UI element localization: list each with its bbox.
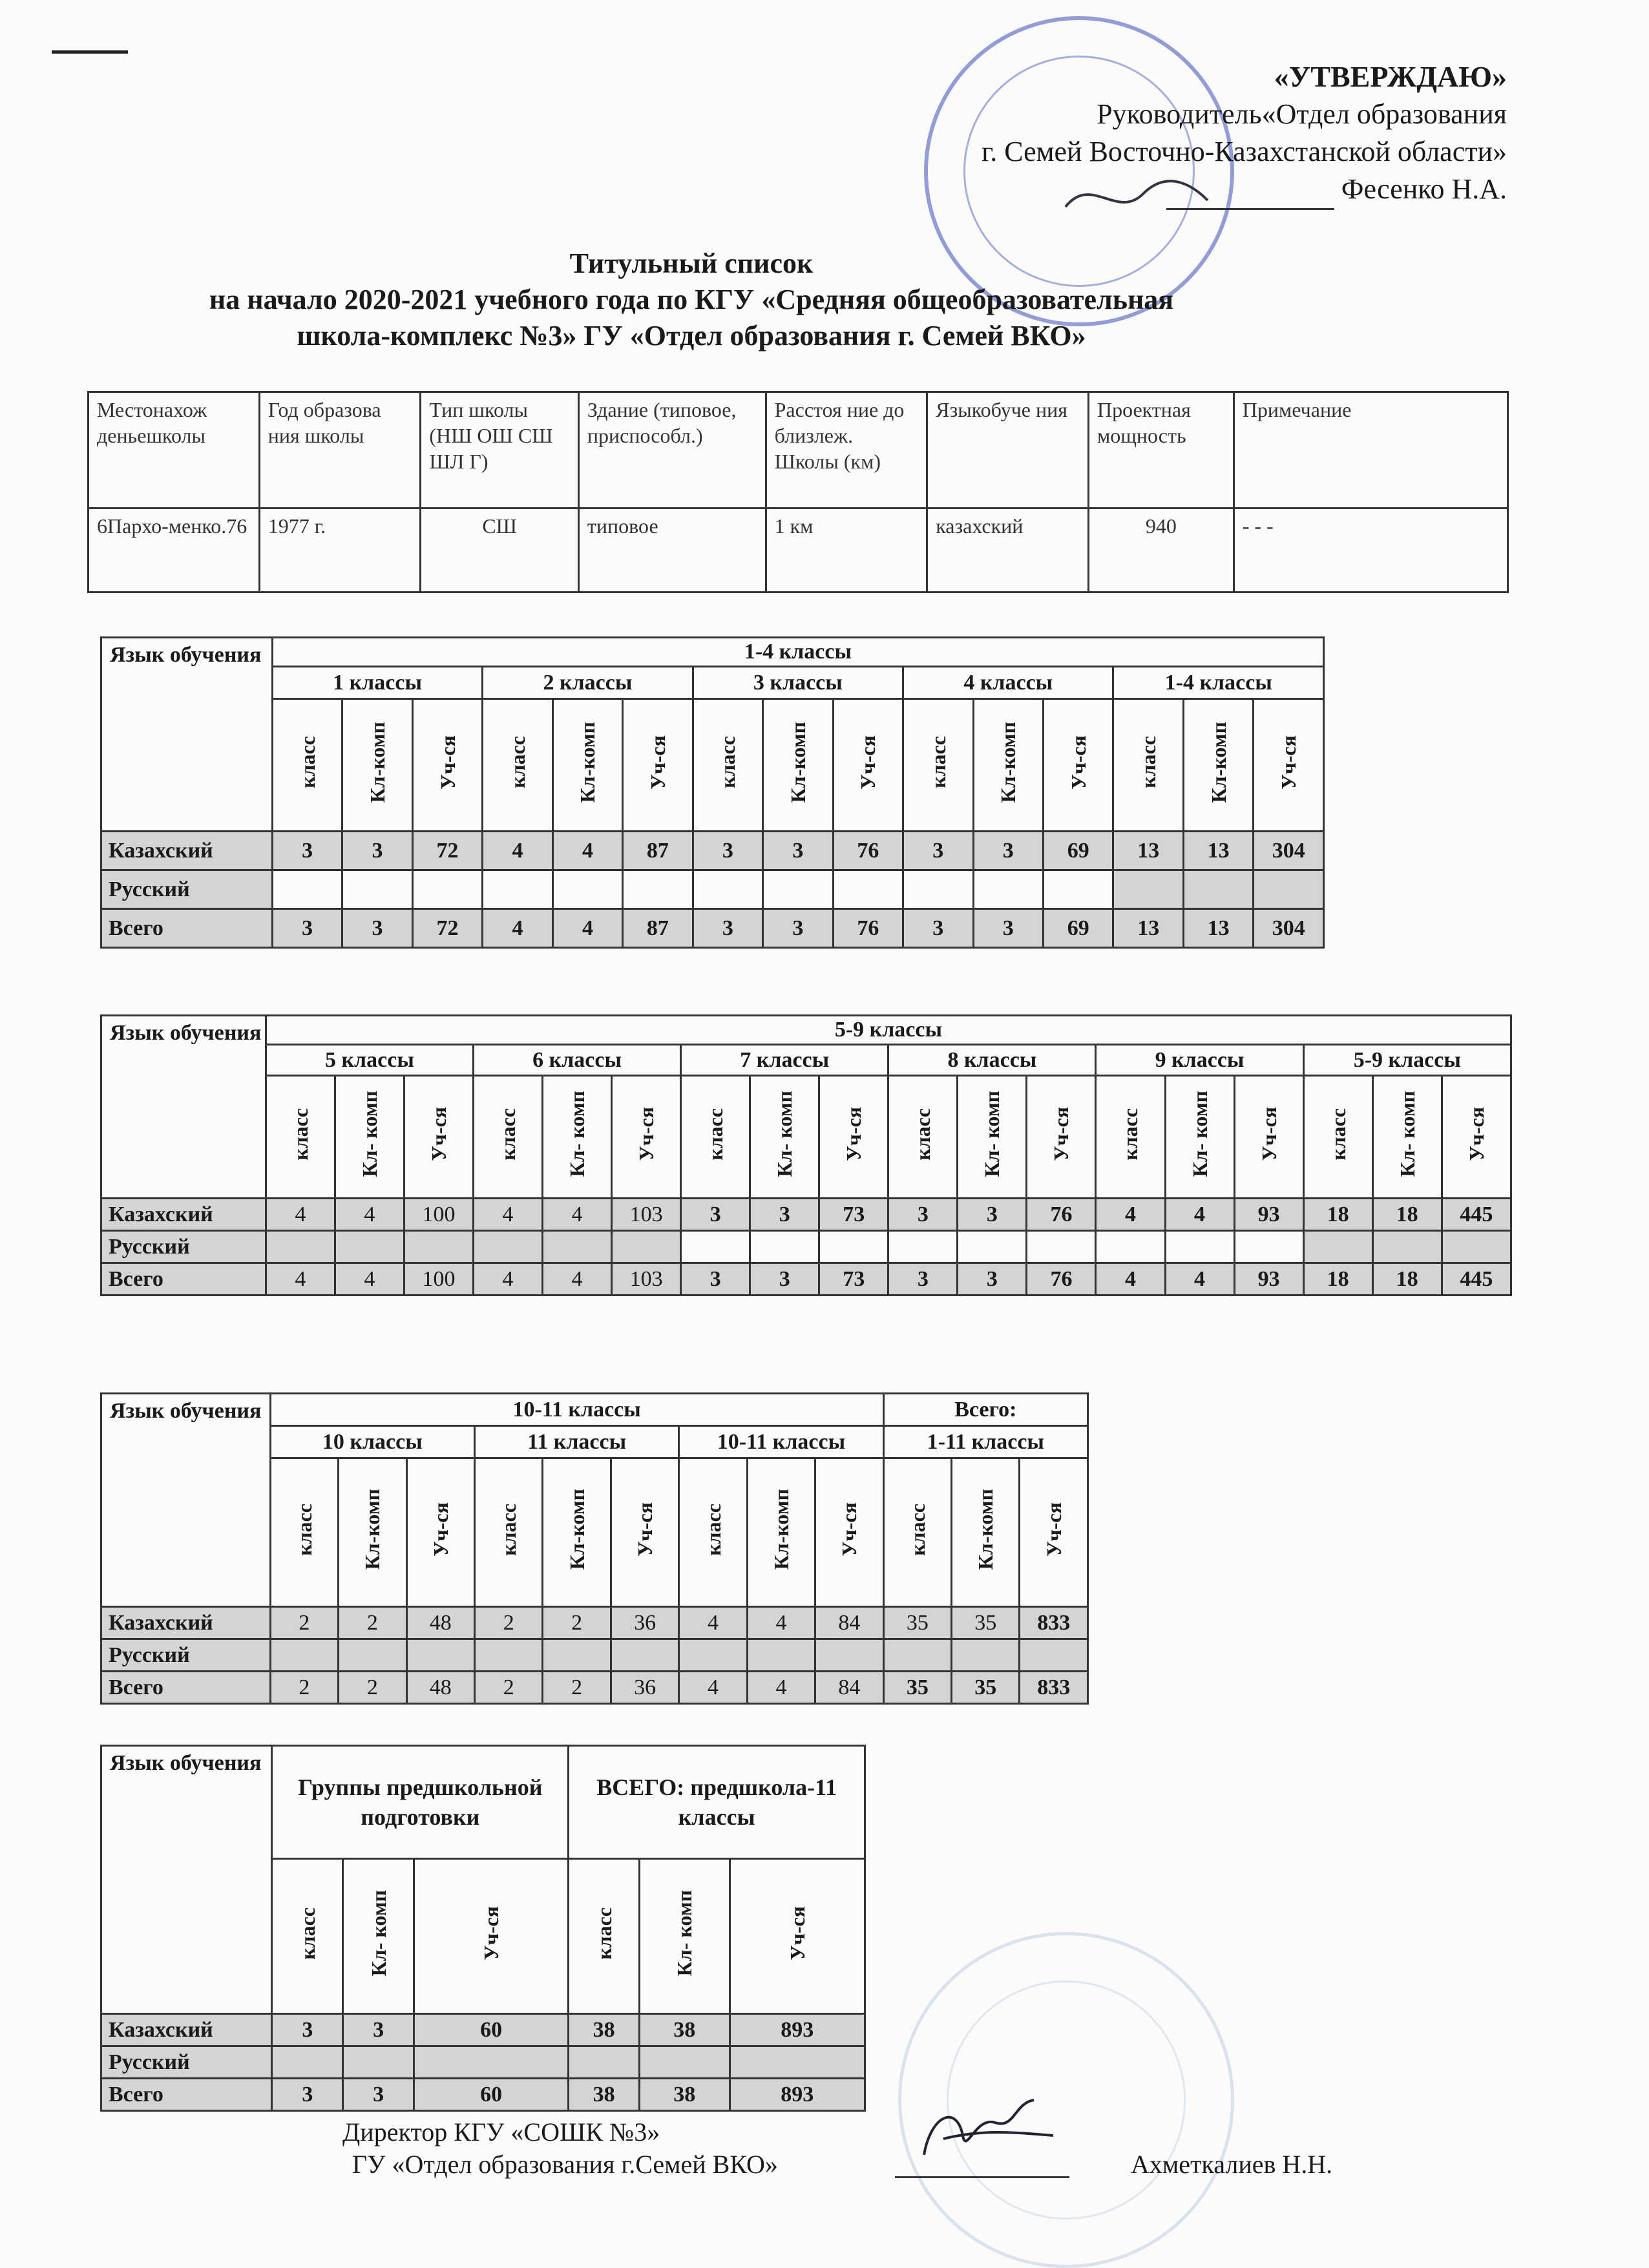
col-header: класс [505, 736, 529, 788]
cell [343, 2046, 414, 2079]
row-label: Всего [101, 1263, 266, 1296]
grades-1-4-table [100, 636, 1325, 949]
cell: 3 [693, 909, 762, 948]
cell: 76 [1027, 1199, 1096, 1231]
col-header: класс [701, 1503, 725, 1556]
cell: 833 [1020, 1672, 1088, 1704]
info-header: Примечание [1234, 392, 1507, 509]
cell: 2 [339, 1672, 406, 1704]
col-header: Кл-комп [996, 721, 1020, 803]
school-info-table [87, 391, 1509, 593]
table-row-russian [101, 870, 1324, 909]
cell: 38 [569, 2079, 640, 2111]
cell: 4 [679, 1672, 747, 1704]
cell [483, 870, 552, 909]
cell: 93 [1234, 1263, 1303, 1296]
info-header-row [89, 392, 1508, 509]
cell: 18 [1372, 1199, 1442, 1231]
cell: 2 [270, 1607, 338, 1639]
col-header: Уч-ся [436, 735, 459, 790]
cell: 84 [815, 1672, 883, 1704]
col-header: Кл-комп [361, 1489, 384, 1570]
cell: 4 [543, 1199, 612, 1231]
cell [474, 1231, 543, 1263]
cell: 2 [270, 1672, 338, 1704]
cell [819, 1231, 888, 1263]
cell: 87 [623, 832, 693, 870]
info-cell: 6Пархо-менко.76 [89, 509, 260, 593]
sub-header: 1-11 классы [883, 1426, 1087, 1458]
table-row-total [101, 1672, 1088, 1704]
cell: 3 [272, 2079, 343, 2111]
cell: 3 [342, 909, 412, 948]
row-label: Казахский [101, 2014, 272, 2046]
row-label: Всего [101, 2079, 272, 2111]
approval-title: «УТВЕРЖДАЮ» [1274, 60, 1507, 93]
cell: 76 [833, 832, 903, 870]
col-header: Уч-ся [428, 1502, 452, 1557]
cell: 3 [343, 2079, 414, 2111]
col-header: Кл-комп [366, 721, 390, 803]
sub-header: 8 классы [888, 1045, 1096, 1076]
cell: 893 [730, 2079, 865, 2111]
cell: 3 [958, 1199, 1027, 1231]
grades-10-11-table [100, 1392, 1089, 1705]
cell: 36 [611, 1607, 678, 1639]
row-label: Русский [101, 2046, 272, 2079]
cell: 893 [730, 2014, 865, 2046]
row-label: Русский [101, 1231, 266, 1263]
info-header: Тип школы (НШ ОШ СШ ШЛ Г) [421, 392, 579, 509]
col-header: класс [911, 1108, 935, 1160]
group-header: Группы предшкольной подготовки [272, 1746, 569, 1859]
col-header: Кл- комп [773, 1091, 797, 1177]
cell: 73 [819, 1263, 888, 1296]
cell: 3 [681, 1263, 750, 1296]
info-header: Год образова ния школы [259, 392, 421, 509]
cell: 48 [406, 1607, 474, 1639]
cell [679, 1639, 747, 1672]
approval-block [982, 58, 1507, 210]
cell: 13 [1183, 909, 1253, 948]
cell: 4 [474, 1263, 543, 1296]
cell: 69 [1044, 909, 1113, 948]
group-header: 10-11 классы [270, 1394, 883, 1426]
cell [335, 1231, 404, 1263]
info-cell: казахский [927, 509, 1089, 593]
col-header: класс [497, 1503, 521, 1556]
cell: 2 [543, 1672, 611, 1704]
cell: 100 [404, 1263, 473, 1296]
cell: 18 [1303, 1199, 1372, 1231]
cell: 3 [888, 1263, 958, 1296]
director-line1: Директор КГУ «СОШК №3» [342, 2117, 660, 2147]
title-line3: школа-комплекс №3» ГУ «Отдел образования г. Семей ВКО» [297, 320, 1086, 352]
col-header: класс [926, 736, 950, 788]
col-header: класс [716, 736, 740, 788]
cell: 3 [903, 832, 973, 870]
col-header: Уч-ся [633, 1502, 657, 1557]
col-header: класс [496, 1108, 520, 1160]
cell: 72 [412, 909, 482, 948]
cell: 2 [543, 1607, 611, 1639]
vertical-header-row [101, 699, 1324, 832]
col-header: Уч-ся [1066, 735, 1090, 790]
cell [272, 870, 342, 909]
col-header: Кл-комп [576, 721, 600, 803]
cell [1096, 1231, 1165, 1263]
corner-mark [52, 50, 128, 54]
col-header: Кл- комп [673, 1890, 697, 1977]
col-header: класс [288, 1108, 312, 1160]
cell [1254, 870, 1324, 909]
col-header: класс [592, 1907, 616, 1960]
signature-scribble-top [1053, 168, 1221, 226]
row-label: Казахский [101, 1199, 266, 1231]
cell: 4 [679, 1607, 747, 1639]
col-header: Уч-ся [635, 1107, 658, 1161]
col-header: Уч-ся [1042, 1502, 1066, 1557]
cell [270, 1639, 338, 1672]
grades-5-9-table [100, 1014, 1512, 1296]
cell [693, 870, 762, 909]
cell [266, 1231, 335, 1263]
cell: 72 [412, 832, 482, 870]
cell: 13 [1183, 832, 1253, 870]
col-header: Уч-ся [479, 1906, 503, 1960]
col-header: класс [292, 1503, 316, 1556]
cell [730, 2046, 865, 2079]
cell: 3 [763, 909, 833, 948]
cell [952, 1639, 1020, 1672]
cell [412, 870, 482, 909]
cell [1044, 870, 1113, 909]
cell: 3 [973, 832, 1043, 870]
cell [747, 1639, 815, 1672]
cell [612, 1231, 681, 1263]
col-header: Кл- комп [565, 1091, 589, 1177]
cell [406, 1639, 474, 1672]
sub-header: 5-9 классы [1303, 1045, 1511, 1076]
title-line1: Титульный список [569, 247, 814, 279]
cell: 3 [342, 832, 412, 870]
cell: 4 [747, 1607, 815, 1639]
director-name: Ахметкалиев Н.Н. [1131, 2150, 1333, 2179]
cell [1372, 1231, 1442, 1263]
col-header: Кл- комп [366, 1890, 390, 1977]
cell: 4 [552, 909, 622, 948]
director-signature-line [895, 2176, 1069, 2178]
col-header: Кл-комп [1206, 721, 1230, 803]
cell [543, 1639, 611, 1672]
info-cell: 1 км [766, 509, 927, 593]
col-header: класс [905, 1503, 929, 1556]
table-row-kazakh [101, 1607, 1088, 1639]
cell: 60 [414, 2014, 568, 2046]
sub-header: 1-4 классы [1113, 667, 1324, 699]
row-label: Всего [101, 1672, 271, 1704]
col-header: класс [295, 1907, 319, 1960]
col-header: класс [1137, 736, 1161, 788]
cell [543, 1231, 612, 1263]
col-header: класс [704, 1108, 728, 1160]
info-header: Местонахож деньешколы [89, 392, 260, 509]
cell: 84 [815, 1607, 883, 1639]
table-row-russian [101, 2046, 865, 2079]
cell [888, 1231, 958, 1263]
cell: 4 [483, 832, 552, 870]
cell [639, 2046, 730, 2079]
group-header: 5-9 классы [266, 1016, 1511, 1045]
cell: 76 [1027, 1263, 1096, 1296]
col-header: Кл- комп [1188, 1091, 1212, 1177]
col-header: Кл- комп [1395, 1091, 1419, 1177]
cell: 2 [474, 1607, 542, 1639]
cell [552, 870, 622, 909]
cell: 73 [819, 1199, 888, 1231]
cell: 18 [1372, 1263, 1442, 1296]
row-label: Русский [101, 1639, 271, 1672]
cell: 4 [266, 1263, 335, 1296]
cell [883, 1639, 951, 1672]
cell: 2 [474, 1672, 542, 1704]
cell: 35 [952, 1607, 1020, 1639]
cell [342, 870, 412, 909]
cell: 103 [612, 1263, 681, 1296]
info-cell: - - - [1234, 509, 1507, 593]
cell: 93 [1234, 1199, 1303, 1231]
lang-header: Язык обучения [101, 1016, 266, 1199]
group-header: ВСЕГО: предшкола-11 классы [569, 1746, 865, 1859]
cell: 3 [681, 1199, 750, 1231]
approval-line1: Руководитель«Отдел образования [1097, 98, 1507, 130]
row-label: Казахский [101, 1607, 271, 1639]
cell: 4 [1165, 1263, 1234, 1296]
col-header: Уч-ся [856, 735, 880, 790]
cell: 304 [1254, 909, 1324, 948]
cell [414, 2046, 568, 2079]
cell: 103 [612, 1199, 681, 1231]
row-label: Казахский [101, 832, 273, 870]
table-row-kazakh [101, 2014, 865, 2046]
cell: 4 [335, 1199, 404, 1231]
cell: 18 [1303, 1263, 1372, 1296]
cell: 2 [339, 1607, 406, 1639]
col-header: Уч-ся [1257, 1107, 1281, 1161]
cell: 38 [569, 2014, 640, 2046]
info-header: Здание (типовое, приспособл.) [578, 392, 766, 509]
sub-header: 9 классы [1096, 1045, 1303, 1076]
cell: 304 [1254, 832, 1324, 870]
cell: 76 [833, 909, 903, 948]
preschool-table [100, 1745, 866, 2112]
vertical-header-row [101, 1076, 1511, 1199]
cell: 833 [1020, 1607, 1088, 1639]
cell: 4 [474, 1199, 543, 1231]
sub-header: 10-11 классы [679, 1426, 883, 1458]
sub-header: 5 классы [266, 1045, 473, 1076]
cell [404, 1231, 473, 1263]
cell [833, 870, 903, 909]
lang-header: Язык обучения [101, 1746, 272, 2014]
group-header: 1-4 классы [272, 638, 1323, 667]
approval-name: Фесенко Н.А. [1341, 173, 1507, 205]
table-row-kazakh [101, 1199, 1511, 1231]
cell: 4 [266, 1199, 335, 1231]
cell: 38 [639, 2014, 730, 2046]
cell [569, 2046, 640, 2079]
info-row [89, 509, 1508, 593]
cell: 3 [888, 1199, 958, 1231]
cell: 13 [1113, 832, 1183, 870]
col-header: Уч-ся [785, 1906, 809, 1960]
cell: 4 [1096, 1263, 1165, 1296]
cell [1303, 1231, 1372, 1263]
info-cell: 940 [1088, 509, 1234, 593]
cell: 4 [335, 1263, 404, 1296]
info-cell: типовое [578, 509, 766, 593]
row-label: Русский [101, 870, 273, 909]
cell: 3 [343, 2014, 414, 2046]
info-cell: 1977 г. [259, 509, 421, 593]
info-header: Расстоя ние до близлеж. Школы (км) [766, 392, 927, 509]
cell [1027, 1231, 1096, 1263]
group-header: Всего: [883, 1394, 1087, 1426]
cell: 3 [272, 2014, 343, 2046]
col-header: Уч-ся [837, 1502, 861, 1557]
cell: 69 [1044, 832, 1113, 870]
cell: 445 [1442, 1199, 1511, 1231]
col-header: Кл-комп [786, 721, 810, 803]
cell [272, 2046, 343, 2079]
col-header: Кл- комп [980, 1091, 1004, 1177]
cell: 3 [903, 909, 973, 948]
col-header: Кл-комп [974, 1489, 998, 1570]
cell: 87 [623, 909, 693, 948]
col-header: Кл- комп [357, 1091, 381, 1177]
lang-header: Язык обучения [101, 1394, 271, 1607]
cell [763, 870, 833, 909]
col-header: класс [1326, 1108, 1350, 1160]
cell: 36 [611, 1672, 678, 1704]
info-header: Языкобуче ния [927, 392, 1089, 509]
cell: 4 [1096, 1199, 1165, 1231]
sub-header: 4 классы [903, 667, 1113, 699]
lang-header: Язык обучения [101, 638, 273, 832]
col-header: класс [1119, 1108, 1142, 1160]
cell: 3 [750, 1199, 819, 1231]
cell [1165, 1231, 1234, 1263]
sub-header: 2 классы [483, 667, 693, 699]
sub-header: 11 классы [474, 1426, 678, 1458]
table-row-russian [101, 1639, 1088, 1672]
cell [611, 1639, 678, 1672]
col-header: Кл-комп [565, 1489, 589, 1570]
cell: 35 [883, 1607, 951, 1639]
document-title [0, 246, 1383, 354]
cell [681, 1231, 750, 1263]
cell [339, 1639, 406, 1672]
cell [1442, 1231, 1511, 1263]
cell: 48 [406, 1672, 474, 1704]
cell [1020, 1639, 1088, 1672]
approval-line2: г. Семей Восточно-Казахстанской области» [982, 136, 1507, 167]
info-cell: СШ [421, 509, 579, 593]
cell: 3 [958, 1263, 1027, 1296]
sub-header: 6 классы [474, 1045, 681, 1076]
cell: 4 [483, 909, 552, 948]
col-header: Уч-ся [842, 1107, 866, 1161]
cell: 4 [1165, 1199, 1234, 1231]
cell: 4 [747, 1672, 815, 1704]
cell: 4 [552, 832, 622, 870]
cell: 38 [639, 2079, 730, 2111]
cell [815, 1639, 883, 1672]
title-line2: на начало 2020-2021 учебного года по КГУ «Средняя общеобразовательная [209, 284, 1174, 315]
table-row-total [101, 909, 1324, 948]
cell: 3 [272, 909, 342, 948]
cell: 4 [543, 1263, 612, 1296]
cell [1183, 870, 1253, 909]
sub-header: 10 классы [270, 1426, 474, 1458]
cell [958, 1231, 1027, 1263]
cell: 3 [973, 909, 1043, 948]
cell [1234, 1231, 1303, 1263]
cell [623, 870, 693, 909]
row-label: Всего [101, 909, 273, 948]
table-row-kazakh [101, 832, 1324, 870]
cell [973, 870, 1043, 909]
director-signature-scribble [905, 2090, 1073, 2174]
sub-header: 1 классы [272, 667, 482, 699]
sub-header: 7 классы [681, 1045, 888, 1076]
cell: 100 [404, 1199, 473, 1231]
table-row-total [101, 2079, 865, 2111]
col-header: Уч-ся [1049, 1107, 1073, 1161]
col-header: Уч-ся [1277, 735, 1301, 790]
cell: 3 [763, 832, 833, 870]
cell: 60 [414, 2079, 568, 2111]
cell [750, 1231, 819, 1263]
cell [903, 870, 973, 909]
col-header: Уч-ся [646, 735, 669, 790]
col-header: Уч-ся [1464, 1107, 1488, 1161]
cell: 3 [272, 832, 342, 870]
cell: 445 [1442, 1263, 1511, 1296]
sub-header: 3 классы [693, 667, 903, 699]
cell: 35 [883, 1672, 951, 1704]
cell: 35 [952, 1672, 1020, 1704]
col-header: Уч-ся [426, 1107, 450, 1161]
table-row-russian [101, 1231, 1511, 1263]
cell: 13 [1113, 909, 1183, 948]
cell: 3 [693, 832, 762, 870]
director-line2: ГУ «Отдел образования г.Семей ВКО» [352, 2150, 778, 2179]
col-header: Кл-комп [769, 1489, 793, 1570]
info-header: Проектная мощность [1088, 392, 1234, 509]
col-header: класс [295, 736, 319, 788]
cell [1113, 870, 1183, 909]
table-row-total [101, 1263, 1511, 1296]
cell: 3 [750, 1263, 819, 1296]
cell [474, 1639, 542, 1672]
